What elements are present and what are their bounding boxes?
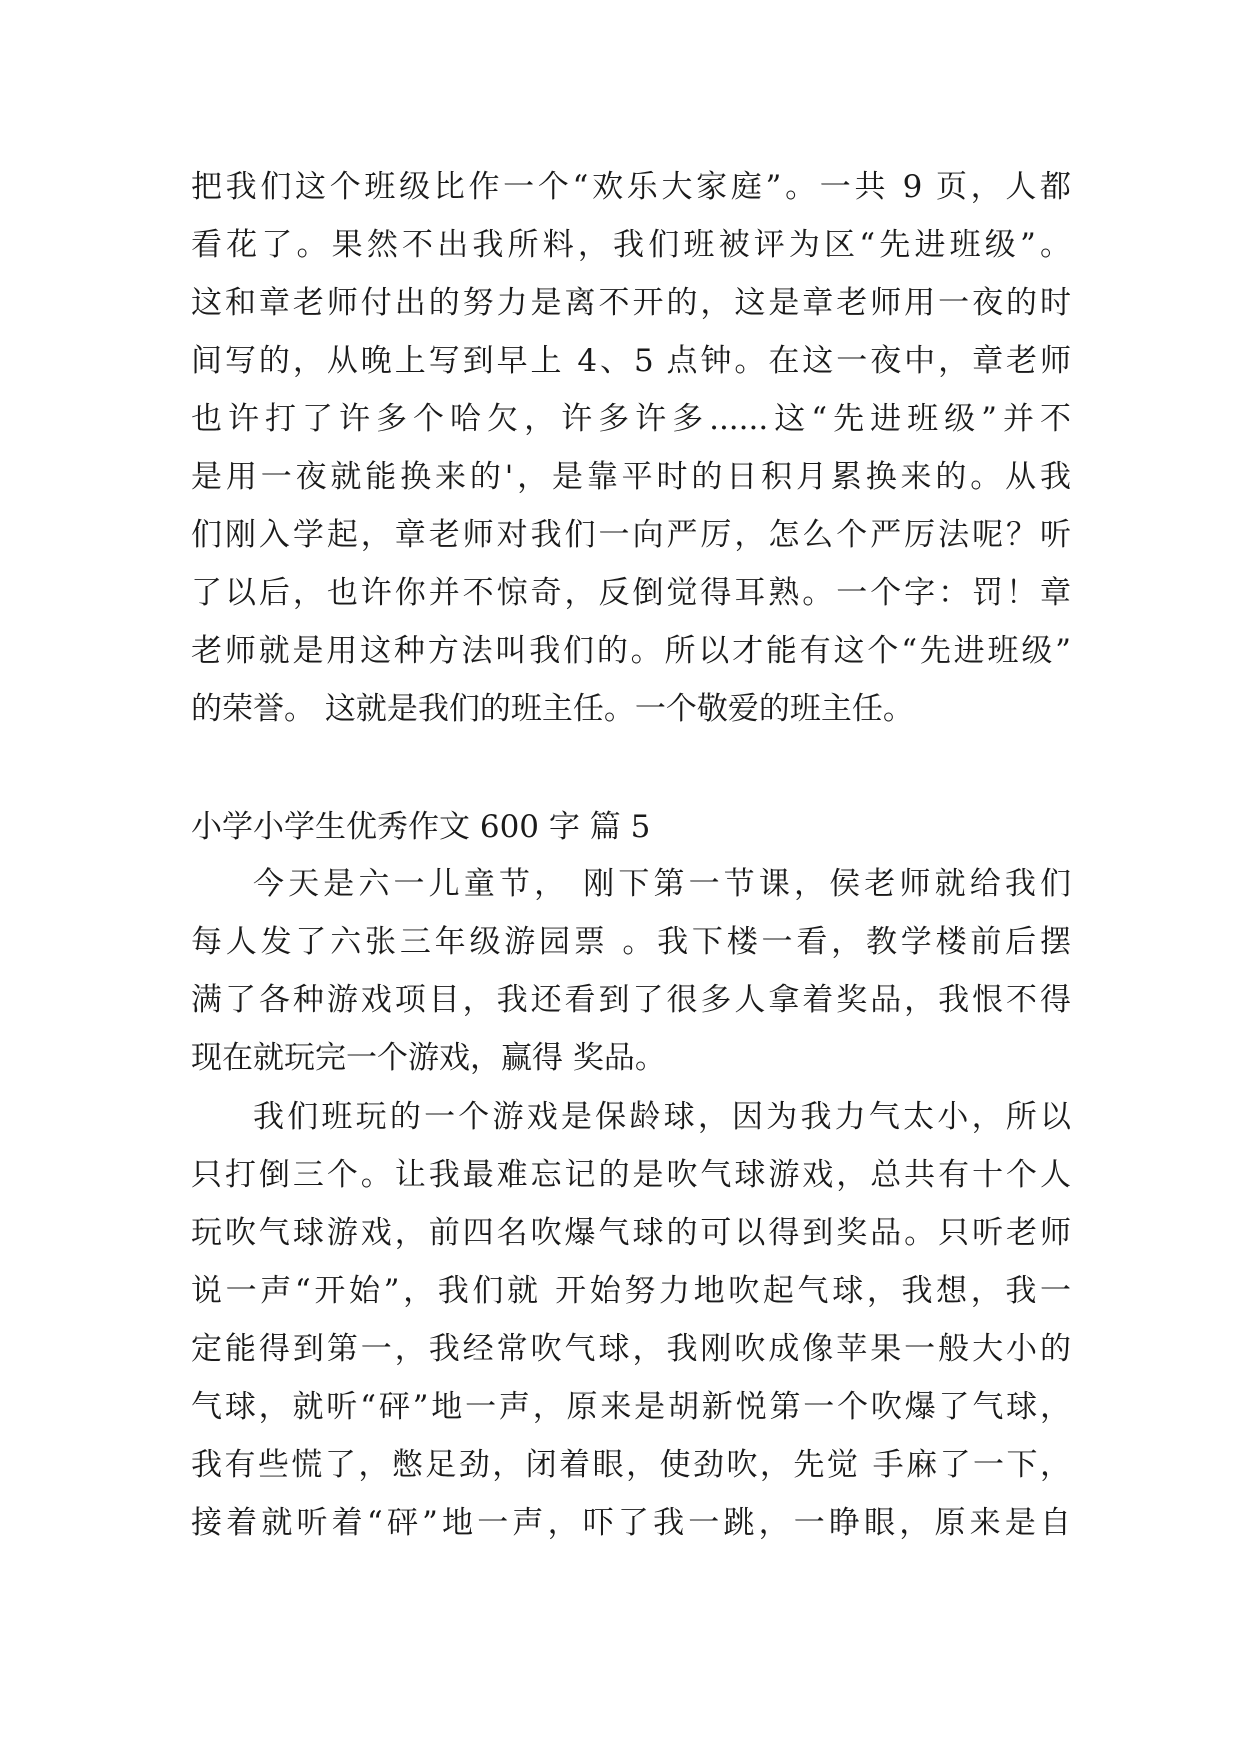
- text-line: 定能得到第一，我经常吹气球，我刚吹成像苹果一般大小的: [191, 1331, 1071, 1367]
- text-line: 接着就听着“砰”地一声，吓了我一跳，一睁眼，原来是自: [191, 1505, 1071, 1541]
- text-line: 今天是六一儿童节， 刚下第一节课，侯老师就给我们: [253, 866, 1071, 902]
- text-line: 也许打了许多个哈欠，许多许多......这“先进班级”并不: [191, 401, 1071, 437]
- text-line: 我有些慌了，憋足劲，闭着眼，使劲吹，先觉 手麻了一下，: [191, 1447, 1071, 1483]
- text-line: 说一声“开始”，我们就 开始努力地吹起气球，我想，我一: [191, 1273, 1071, 1309]
- text-line: 这和章老师付出的努力是离不开的，这是章老师用一夜的时: [191, 285, 1071, 321]
- text-line: 的荣誉。 这就是我们的班主任。一个敬爱的班主任。: [191, 691, 914, 727]
- text-line: 们刚入学起，章老师对我们一向严厉，怎么个严厉法呢？听: [191, 517, 1071, 553]
- paragraph-1: [191, 855, 1071, 1087]
- text-line: 现在就玩完一个游戏，赢得 奖品。: [191, 1040, 666, 1076]
- text-line: 间写的，从晚上写到早上 4、5 点钟。在这一夜中，章老师: [191, 343, 1071, 379]
- text-line: 看花了。果然不出我所料，我们班被评为区“先进班级”。: [191, 227, 1071, 263]
- text-line: 每人发了六张三年级游园票 。我下楼一看，教学楼前后摆: [191, 924, 1071, 960]
- text-line: 是用一夜就能换来的'，是靠平时的日积月累换来的。从我: [191, 459, 1071, 495]
- text-line: 玩吹气球游戏，前四名吹爆气球的可以得到奖品。只听老师: [191, 1215, 1071, 1251]
- section-heading: 小学小学生优秀作文 600 字 篇 5: [191, 809, 651, 845]
- continuation-paragraph: [191, 158, 1071, 738]
- text-line: 满了各种游戏项目，我还看到了很多人拿着奖品，我恨不得: [191, 982, 1071, 1018]
- text-line: 了以后，也许你并不惊奇，反倒觉得耳熟。一个字：罚！章: [191, 575, 1071, 611]
- text-line: 气球，就听“砰”地一声，原来是胡新悦第一个吹爆了气球，: [191, 1389, 1071, 1425]
- text-line: 把我们这个班级比作一个“欢乐大家庭”。一共 9 页，人都: [191, 169, 1071, 205]
- text-line: 只打倒三个。让我最难忘记的是吹气球游戏，总共有十个人: [191, 1157, 1071, 1193]
- text-line: 我们班玩的一个游戏是保龄球，因为我力气太小，所以: [253, 1099, 1071, 1135]
- paragraph-2: [191, 1088, 1071, 1552]
- text-line: 老师就是用这种方法叫我们的。所以才能有这个“先进班级”: [191, 633, 1071, 669]
